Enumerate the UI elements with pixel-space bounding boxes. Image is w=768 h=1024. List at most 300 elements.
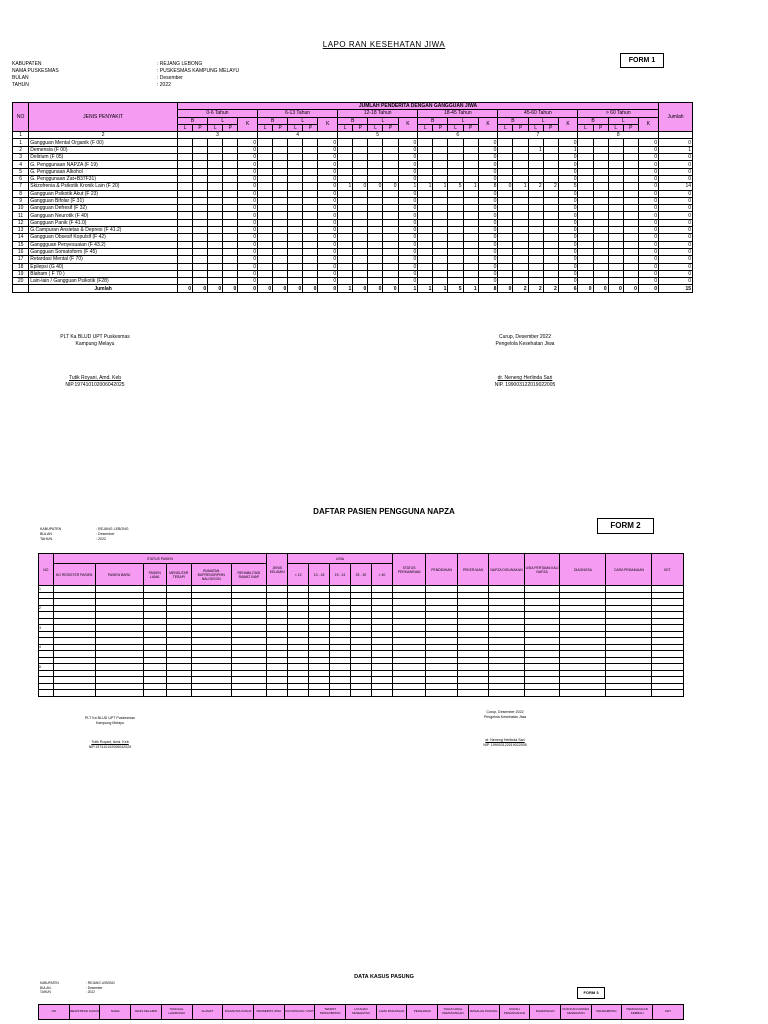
count-cell: 5 [558, 183, 578, 190]
count-cell [208, 227, 223, 234]
sign-nip: NIP.197410102006042025 [65, 382, 125, 388]
count-cell: 0 [558, 197, 578, 204]
header-no-register: NO REGISTER PASIEN [53, 564, 95, 586]
count-cell [223, 241, 238, 248]
row-no: 4 [39, 644, 54, 651]
count-cell [288, 212, 303, 219]
count-cell [368, 154, 383, 161]
count-cell [433, 205, 448, 212]
count-cell [177, 241, 192, 248]
count-cell [513, 190, 528, 197]
count-cell: 0 [478, 197, 498, 204]
count-cell: 2 [528, 183, 543, 190]
count-cell [608, 205, 623, 212]
count-cell [208, 219, 223, 226]
count-cell [608, 241, 623, 248]
meta-label: TAHUN [40, 990, 51, 994]
count-cell [288, 219, 303, 226]
count-cell [433, 212, 448, 219]
count-cell [623, 256, 638, 263]
count-cell [543, 161, 558, 168]
count-cell: 0 [638, 248, 658, 255]
count-cell: 0 [638, 227, 658, 234]
table-row [13, 154, 693, 161]
row-no: 17 [13, 256, 29, 263]
total-cell: 0 [208, 285, 223, 292]
count-cell [578, 175, 593, 182]
count-cell [303, 197, 318, 204]
meta-value: : REJANG LEBONG [157, 61, 203, 67]
count-cell: 0 [638, 139, 658, 146]
form3-meta [40, 981, 115, 995]
meta-label: BULAN [40, 985, 51, 990]
count-cell [448, 278, 463, 285]
header-age-group: 0-6 Tahun [177, 110, 257, 117]
count-cell [593, 175, 608, 182]
count-cell [498, 227, 513, 234]
disease-name: Lain-lain / Gangguan Psikotik (F28) [29, 278, 178, 285]
count-cell [303, 154, 318, 161]
count-cell [223, 278, 238, 285]
header-lp: P [463, 124, 478, 131]
empty-cell [371, 690, 392, 697]
count-cell [513, 146, 528, 153]
count-cell [593, 168, 608, 175]
table-row [13, 161, 693, 168]
header-b: B [258, 117, 288, 124]
count-cell [528, 241, 543, 248]
count-cell: 14 [659, 183, 693, 190]
count-cell [608, 248, 623, 255]
count-cell [303, 219, 318, 226]
count-cell [338, 190, 353, 197]
column-number: 3 [177, 132, 257, 139]
header-l: L [208, 117, 238, 124]
count-cell [623, 227, 638, 234]
count-cell [353, 212, 368, 219]
meta-label: KABUPATEN [40, 527, 62, 531]
count-cell [338, 146, 353, 153]
count-cell [288, 139, 303, 146]
count-cell [543, 278, 558, 285]
header-b: B [578, 117, 608, 124]
count-cell [498, 270, 513, 277]
pasung-header: REGISTRASI KASUS [69, 1005, 100, 1020]
count-cell [353, 278, 368, 285]
form1-meta [12, 61, 239, 89]
header-lp: L [498, 124, 513, 131]
count-cell [288, 161, 303, 168]
form2-label: FORM 2 [597, 518, 654, 534]
count-cell [353, 219, 368, 226]
pasung-header: ALAMAT [192, 1005, 223, 1020]
count-cell: 0 [478, 139, 498, 146]
header-age-group: 12-18 Tahun [338, 110, 418, 117]
count-cell [177, 278, 192, 285]
row-no: 5 [13, 168, 29, 175]
count-cell [608, 234, 623, 241]
count-cell [288, 270, 303, 277]
pasung-header: DIAGNOSA KASUS [223, 1005, 254, 1020]
count-cell [303, 248, 318, 255]
empty-cell [350, 690, 371, 697]
count-cell: 0 [478, 248, 498, 255]
header-no: NO [39, 554, 54, 586]
count-cell: 0 [318, 263, 338, 270]
header-no: NO [13, 103, 29, 132]
count-cell: 0 [638, 154, 658, 161]
count-cell [368, 190, 383, 197]
count-cell [193, 146, 208, 153]
table-row [13, 212, 693, 219]
count-cell: 0 [238, 190, 258, 197]
count-cell: 0 [478, 175, 498, 182]
count-cell [593, 212, 608, 219]
count-cell [513, 205, 528, 212]
count-cell [528, 161, 543, 168]
count-cell [208, 197, 223, 204]
header-jenis-kelamin: JENIS KELAMIN [267, 554, 288, 586]
header-lp: L [177, 124, 192, 131]
disease-name: Ganggguan Penyesuaian (F 43.2) [29, 241, 178, 248]
count-cell: 0 [659, 205, 693, 212]
count-cell [223, 168, 238, 175]
count-cell [288, 190, 303, 197]
count-cell [433, 139, 448, 146]
count-cell: 0 [659, 219, 693, 226]
count-cell [513, 270, 528, 277]
header-usia-pertama: USIA PERTAMA KALI NAPZA [524, 554, 560, 586]
count-cell [578, 234, 593, 241]
pasung-header: NO [39, 1005, 70, 1020]
count-cell [193, 183, 208, 190]
count-cell [193, 234, 208, 241]
header-pasien-lama: PASIEN LAMA [143, 564, 166, 586]
count-cell [593, 205, 608, 212]
sign-position: PLT Ka BLUD UPT Puskesmas [85, 716, 135, 720]
count-cell [353, 161, 368, 168]
count-cell: 0 [478, 263, 498, 270]
count-cell [223, 154, 238, 161]
header-jumlah: Jumlah [659, 103, 693, 132]
count-cell: 0 [398, 139, 418, 146]
count-cell [418, 168, 433, 175]
count-cell [593, 263, 608, 270]
count-cell [177, 197, 192, 204]
pasung-header: DILEPASKAN [530, 1005, 561, 1020]
count-cell [288, 197, 303, 204]
table-row [13, 168, 693, 175]
header-rumatan: RUMATAN BUPRENORPHIN NALOKSON [191, 564, 231, 586]
empty-cell [652, 690, 684, 697]
count-cell [543, 241, 558, 248]
count-cell [288, 168, 303, 175]
count-cell [418, 270, 433, 277]
count-cell [383, 205, 398, 212]
count-cell [258, 168, 273, 175]
count-cell: 0 [398, 154, 418, 161]
count-cell [338, 256, 353, 263]
disease-name: Blaham ( F 70 ) [29, 270, 178, 277]
header-pekerjaan: PEKERJAAN [457, 554, 488, 586]
count-cell: 0 [558, 190, 578, 197]
count-cell [418, 205, 433, 212]
count-cell: 0 [478, 256, 498, 263]
count-cell [448, 139, 463, 146]
count-cell [623, 175, 638, 182]
count-cell [223, 219, 238, 226]
count-cell [288, 146, 303, 153]
form2-sign-right [465, 710, 545, 748]
count-cell [463, 146, 478, 153]
row-no: 20 [13, 278, 29, 285]
count-cell [448, 219, 463, 226]
count-cell [498, 161, 513, 168]
count-cell [223, 197, 238, 204]
row-no: 9 [13, 197, 29, 204]
count-cell [193, 227, 208, 234]
header-lp: L [368, 124, 383, 131]
total-label: Jumlah [29, 285, 178, 292]
count-cell: 0 [498, 183, 513, 190]
count-cell [498, 175, 513, 182]
count-cell [383, 154, 398, 161]
column-number: 1 [13, 132, 29, 139]
count-cell: 0 [659, 212, 693, 219]
count-cell [288, 227, 303, 234]
row-no: 3 [39, 625, 54, 632]
count-cell: 0 [238, 256, 258, 263]
count-cell [288, 183, 303, 190]
count-cell [303, 175, 318, 182]
count-cell [193, 168, 208, 175]
count-cell [273, 161, 288, 168]
table-row [13, 205, 693, 212]
header-l: L [528, 117, 558, 124]
count-cell [463, 154, 478, 161]
table-row [13, 234, 693, 241]
row-no: 19 [13, 270, 29, 277]
count-cell [193, 256, 208, 263]
total-cell: 0 [258, 285, 273, 292]
count-cell: 0 [638, 241, 658, 248]
header-lp: P [193, 124, 208, 131]
count-cell [383, 234, 398, 241]
count-cell [623, 212, 638, 219]
count-cell: 0 [398, 248, 418, 255]
count-cell [608, 154, 623, 161]
count-cell [273, 270, 288, 277]
count-cell [258, 161, 273, 168]
count-cell: 0 [638, 175, 658, 182]
count-cell [498, 190, 513, 197]
header-usia-group: < 12 [288, 564, 309, 586]
count-cell [448, 197, 463, 204]
count-cell: 0 [558, 212, 578, 219]
count-cell [258, 263, 273, 270]
pasung-header: PENDERITA JIWA [253, 1005, 284, 1020]
count-cell [528, 234, 543, 241]
total-cell: 2 [543, 285, 558, 292]
form1-sign-right [470, 334, 580, 389]
disease-name: Skizofrenia & Psikotik Kronik Lain (F 20) [29, 183, 178, 190]
form1-title: LAPO RAN KESEHATAN JIWA [322, 40, 446, 49]
count-cell: 0 [659, 197, 693, 204]
meta-value: : 2022 [86, 990, 95, 994]
meta-value: : Desember [86, 985, 103, 990]
count-cell [303, 190, 318, 197]
count-cell [193, 175, 208, 182]
count-cell [593, 227, 608, 234]
count-cell [498, 234, 513, 241]
count-cell: 1 [418, 183, 433, 190]
count-cell: 0 [238, 278, 258, 285]
count-cell [513, 278, 528, 285]
count-cell: 0 [659, 227, 693, 234]
meta-value: : PUSKESMAS KAMPUNG MELAYU [157, 68, 240, 74]
count-cell [338, 139, 353, 146]
header-lp: L [258, 124, 273, 131]
count-cell [593, 146, 608, 153]
count-cell [303, 263, 318, 270]
count-cell: 0 [558, 205, 578, 212]
count-cell [578, 212, 593, 219]
count-cell [433, 219, 448, 226]
header-napza: NAPZA DIGUNAKAN [489, 554, 525, 586]
count-cell [303, 212, 318, 219]
meta-value: : REJANG LEBONG [96, 527, 129, 531]
table-row [13, 270, 693, 277]
header-age-group: > 60 Tahun [578, 110, 659, 117]
count-cell [368, 248, 383, 255]
column-number: 8 [578, 132, 659, 139]
disease-name: G.Campuran Ansietas & Depresi (F 41.2) [29, 227, 178, 234]
total-cell: 0 [368, 285, 383, 292]
count-cell [177, 190, 192, 197]
count-cell [623, 190, 638, 197]
count-cell [578, 183, 593, 190]
count-cell [608, 146, 623, 153]
row-no: 10 [13, 205, 29, 212]
table-row [13, 139, 693, 146]
count-cell [608, 197, 623, 204]
count-cell: 0 [238, 183, 258, 190]
header-cara: CARA PEMAKAIAN [606, 554, 652, 586]
count-cell [177, 219, 192, 226]
count-cell: 0 [659, 168, 693, 175]
count-cell: 0 [318, 227, 338, 234]
empty-cell [191, 690, 231, 697]
count-cell: 0 [659, 256, 693, 263]
count-cell [543, 139, 558, 146]
count-cell [288, 154, 303, 161]
count-cell [273, 139, 288, 146]
column-number: 5 [338, 132, 418, 139]
count-cell [273, 190, 288, 197]
empty-cell [392, 690, 426, 697]
pasung-header: TANGGAL LAHIR/USIA [161, 1005, 192, 1020]
count-cell [383, 278, 398, 285]
count-cell [543, 227, 558, 234]
count-cell [623, 263, 638, 270]
total-cell: 0 [608, 285, 623, 292]
header-lp: P [513, 124, 528, 131]
total-cell: 1 [338, 285, 353, 292]
count-cell [418, 146, 433, 153]
count-cell: 0 [638, 197, 658, 204]
count-cell: 0 [659, 234, 693, 241]
header-pendidikan: PENDIDIKAN [426, 554, 457, 586]
count-cell [623, 278, 638, 285]
disease-name: Gangguan Mental Organik (F 00) [29, 139, 178, 146]
disease-name: Gangguan Psikotik Akut (F 23) [29, 190, 178, 197]
disease-name: Gangguan Neurotik (F 40) [29, 212, 178, 219]
count-cell [608, 219, 623, 226]
row-no: 5 [39, 664, 54, 671]
table-row [13, 175, 693, 182]
count-cell [223, 256, 238, 263]
disease-name: Delirium (F 05) [29, 154, 178, 161]
total-cell: 0 [593, 285, 608, 292]
count-cell [193, 241, 208, 248]
meta-label: TAHUN [12, 82, 29, 88]
count-cell [338, 168, 353, 175]
count-cell [543, 219, 558, 226]
count-cell [543, 154, 558, 161]
count-cell: 0 [638, 183, 658, 190]
sign-position: Pengelola Kesehatan Jiwa [483, 715, 527, 719]
count-cell [338, 270, 353, 277]
count-cell [338, 241, 353, 248]
header-l: L [608, 117, 638, 124]
count-cell [353, 175, 368, 182]
count-cell [543, 248, 558, 255]
count-cell [177, 248, 192, 255]
count-cell: 0 [353, 183, 368, 190]
count-cell [448, 205, 463, 212]
count-cell [303, 161, 318, 168]
count-cell [623, 241, 638, 248]
count-cell: 0 [238, 154, 258, 161]
count-cell [433, 278, 448, 285]
pasung-header: LAMA PASUNGAN [376, 1005, 407, 1020]
count-cell: 0 [638, 263, 658, 270]
count-cell [448, 248, 463, 255]
count-cell [177, 212, 192, 219]
count-cell [528, 256, 543, 263]
column-number [659, 132, 693, 139]
table-row [13, 183, 693, 190]
count-cell: 0 [558, 270, 578, 277]
count-cell [578, 219, 593, 226]
count-cell: 0 [558, 263, 578, 270]
header-mendutar: MENDUTAR TERAPI [166, 564, 191, 586]
count-cell [513, 168, 528, 175]
count-cell [258, 241, 273, 248]
form1-label: FORM 1 [620, 53, 664, 68]
count-cell: 0 [318, 161, 338, 168]
header-l: L [288, 117, 318, 124]
count-cell [463, 219, 478, 226]
count-cell [208, 234, 223, 241]
table-row [13, 190, 693, 197]
count-cell [303, 227, 318, 234]
count-cell [463, 197, 478, 204]
count-cell [498, 205, 513, 212]
table-row [13, 219, 693, 226]
count-cell [593, 256, 608, 263]
count-cell [513, 263, 528, 270]
